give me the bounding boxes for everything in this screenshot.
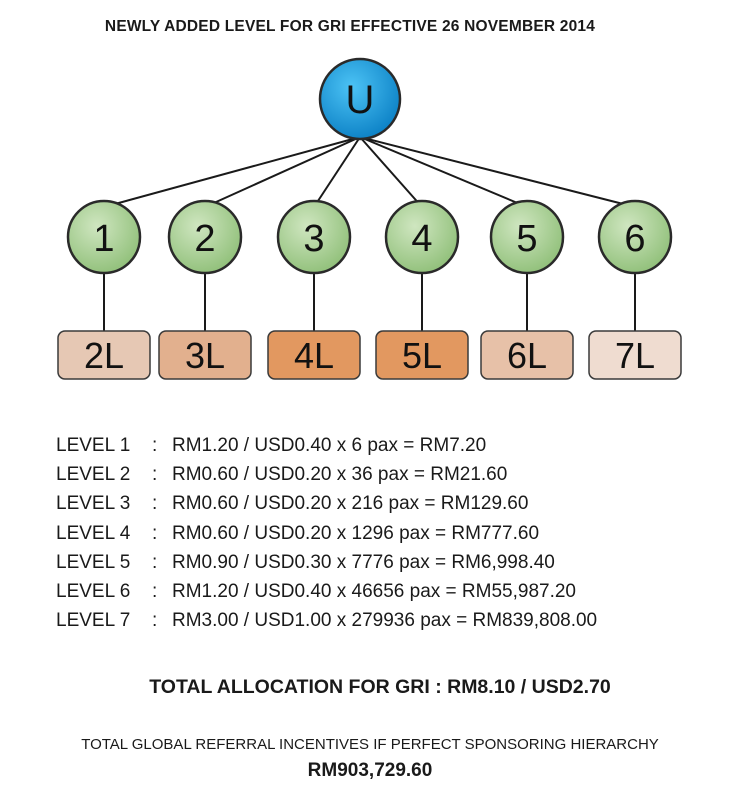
level-row (56, 431, 597, 460)
level-separator: : (152, 610, 158, 632)
level-detail: RM1.20 / USD0.40 x 46656 pax = RM55,987.20 (172, 581, 576, 603)
level-row (56, 489, 597, 518)
level-name: LEVEL 2 (56, 464, 131, 486)
level-box-label: 5L (401, 335, 443, 376)
level-detail: RM1.20 / USD0.40 x 6 pax = RM7.20 (172, 435, 487, 456)
level-name: LEVEL 1 (56, 435, 131, 456)
level-detail: RM3.00 / USD1.00 x 279936 pax = RM839,808.00 (172, 610, 598, 632)
level-detail: RM0.60 / USD0.20 x 36 pax = RM21.60 (172, 464, 508, 486)
level-separator: : (152, 522, 158, 544)
level-name: LEVEL 5 (56, 551, 131, 573)
level-row (56, 460, 597, 489)
level-separator: : (152, 551, 158, 573)
total-allocation: TOTAL ALLOCATION FOR GRI : RM8.10 / USD2.70 (149, 676, 611, 698)
level-detail: RM0.60 / USD0.20 x 1296 pax = RM777.60 (172, 522, 540, 544)
global-incentive-label: TOTAL GLOBAL REFERRAL INCENTIVES IF PERFECT SPONSORING HIERARCHY (81, 736, 659, 753)
level-box-label: 2L (83, 335, 125, 376)
level-row (56, 519, 597, 548)
child-node-label: 4 (411, 218, 433, 260)
edge-root-to-node (360, 137, 527, 207)
child-node-label: 2 (194, 218, 216, 260)
page-title: NEWLY ADDED LEVEL FOR GRI EFFECTIVE 26 NOVEMBER 2014 (104, 18, 596, 35)
level-separator: : (152, 435, 158, 456)
root-node-label: U (345, 78, 375, 122)
level-box-label: 4L (293, 335, 335, 376)
child-node-label: 1 (93, 218, 115, 260)
level-row (56, 548, 597, 577)
level-detail: RM0.60 / USD0.20 x 216 pax = RM129.60 (172, 493, 529, 515)
level-row (56, 577, 597, 606)
level-box-label: 7L (614, 335, 656, 376)
level-name: LEVEL 4 (56, 522, 131, 544)
level-separator: : (152, 581, 158, 603)
level-separator: : (152, 464, 158, 486)
level-box-label: 6L (506, 335, 548, 376)
level-detail: RM0.90 / USD0.30 x 7776 pax = RM6,998.40 (172, 551, 555, 573)
level-box-label: 3L (184, 335, 226, 376)
level-breakdown-list (56, 431, 597, 635)
level-separator: : (152, 493, 158, 515)
child-node-label: 3 (303, 218, 325, 260)
edge-root-to-node (360, 137, 422, 207)
global-incentive-value: RM903,729.60 (307, 760, 433, 781)
level-row (56, 606, 597, 635)
child-node-label: 6 (624, 218, 646, 260)
edge-root-to-node (360, 137, 635, 207)
child-node-label: 5 (516, 218, 538, 260)
level-name: LEVEL 3 (56, 493, 131, 515)
level-name: LEVEL 6 (56, 581, 131, 603)
level-name: LEVEL 7 (56, 610, 131, 632)
